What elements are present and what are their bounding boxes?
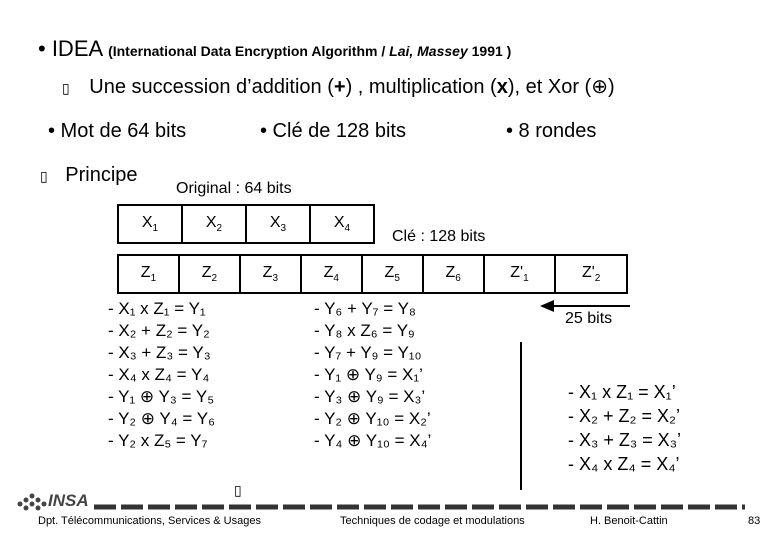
original-label: Original : 64 bits [176, 180, 292, 197]
equation: - X₃ + Z₃ = X₃’ [568, 430, 682, 450]
cell-sub: 3 [272, 273, 279, 285]
cell-sub: 2 [211, 273, 218, 285]
page-number: 83 [748, 515, 761, 527]
equation: - Y₇ + Y₉ = Y₁₀ [314, 343, 422, 362]
subtitle-year: 1991 ) [467, 43, 512, 59]
cell-base: Z [201, 263, 212, 281]
title-main: • IDEA [38, 36, 102, 61]
cell-sub: 1 [152, 223, 159, 235]
cell-base: Z' [581, 263, 595, 281]
cell-base: X [141, 213, 153, 231]
cell-base: X [269, 213, 281, 231]
subkey-z5 [362, 255, 423, 293]
equation: - Y₈ x Z₆ = Y₉ [314, 321, 415, 340]
missing-glyph-icon: ▯ [234, 482, 242, 498]
subkey-z-prime-1 [484, 255, 556, 293]
subkey-z4 [301, 255, 362, 293]
feature-rounds: • 8 rondes [506, 120, 597, 142]
feature-key-size: • Clé de 128 bits [260, 120, 406, 142]
equations-col-3 [568, 380, 681, 476]
footer-author: H. Benoit-Cattin [590, 515, 668, 527]
equation: - Y₂ ⊕ Y₄ = Y₆ [108, 409, 215, 428]
cell-sub: 2 [216, 223, 223, 235]
feature-word-size: • Mot de 64 bits [48, 120, 187, 142]
title-subtitle [108, 43, 511, 59]
block-x4 [310, 205, 374, 243]
footer-divider [0, 500, 780, 514]
subtitle-authors: Lai, Massey [389, 43, 468, 59]
equation: - X₂ + Z₂ = Y₂ [108, 321, 210, 340]
cell-base: Z [262, 263, 273, 281]
subkey-z1 [118, 255, 179, 293]
insa-logo [12, 488, 102, 516]
equations-col-1 [108, 298, 215, 452]
mult-symbol: x [496, 76, 508, 98]
cell-base: Z [140, 263, 151, 281]
footer-course: Techniques de codage et modulations [340, 515, 525, 527]
cell-sub: 3 [280, 223, 287, 235]
equation: - X₄ x Z₄ = X₄’ [568, 454, 680, 474]
equations-col-2 [314, 298, 431, 452]
subkey-z6 [423, 255, 484, 293]
equation: - Y₄ ⊕ Y₁₀ = X₄’ [314, 431, 432, 450]
cell-base: Z [384, 263, 395, 281]
shift-label: 25 bits [565, 310, 613, 327]
block-x2 [182, 205, 246, 243]
subkey-z3 [240, 255, 301, 293]
footer-department: Dpt. Télécommunications, Services & Usages [38, 515, 261, 527]
equation: - Y₂ ⊕ Y₁₀ = X₂’ [314, 409, 431, 428]
equation: - Y₁ ⊕ Y₃ = Y₅ [108, 387, 215, 406]
cell-base: Z [323, 263, 334, 281]
cell-sub: 1 [523, 273, 529, 285]
plus-symbol: + [333, 76, 346, 98]
missing-glyph-icon: ▯ [62, 80, 70, 96]
cell-base: Z' [510, 263, 524, 281]
vertical-divider [520, 342, 522, 490]
equation: - X₁ x Z₁ = X₁’ [568, 382, 676, 402]
equation: - Y₃ ⊕ Y₉ = X₃’ [314, 387, 426, 406]
key-label: Clé : 128 bits [392, 228, 486, 245]
logo-dots-icon [12, 488, 52, 516]
equation: - X₁ x Z₁ = Y₁ [108, 299, 206, 318]
missing-glyph-icon: ▯ [40, 168, 48, 184]
equation: - X₃ + Z₃ = Y₃ [108, 343, 211, 362]
equation: - Y₁ ⊕ Y₉ = X₁’ [314, 365, 423, 384]
cell-sub: 1 [150, 273, 157, 285]
principe-heading [40, 164, 138, 187]
cell-base: Z [445, 263, 456, 281]
key-blocks [117, 254, 628, 294]
subkey-z2 [179, 255, 240, 293]
equation: - Y₆ + Y₇ = Y₈ [314, 299, 416, 318]
ops-text-b: ) , multiplication ( [345, 76, 497, 98]
subtitle-part: (International Data Encryption Algorithm / [108, 43, 390, 59]
subkey-z-prime-2 [555, 255, 627, 293]
logo-text: INSA [48, 491, 89, 510]
equation: - X₂ + Z₂ = X₂’ [568, 406, 680, 426]
principe-label: Principe [65, 164, 138, 186]
equation: - X₄ x Z₄ = Y₄ [108, 365, 210, 384]
ops-text-a: Une succession d’addition ( [89, 76, 334, 98]
ops-text-c: ), et Xor (⊕) [507, 76, 615, 98]
cell-sub: 5 [394, 273, 400, 285]
cell-sub: 6 [455, 273, 461, 285]
cell-sub: 2 [594, 273, 601, 285]
block-x1 [118, 205, 182, 243]
cell-sub: 4 [333, 273, 339, 285]
equation: - Y₂ x Z₅ = Y₇ [108, 431, 208, 450]
cell-base: X [333, 213, 345, 231]
cell-base: X [205, 213, 217, 231]
cell-sub: 4 [344, 223, 351, 235]
block-x3 [246, 205, 310, 243]
slide-title [38, 36, 511, 62]
plaintext-blocks [117, 204, 375, 244]
operations-line [62, 74, 615, 99]
